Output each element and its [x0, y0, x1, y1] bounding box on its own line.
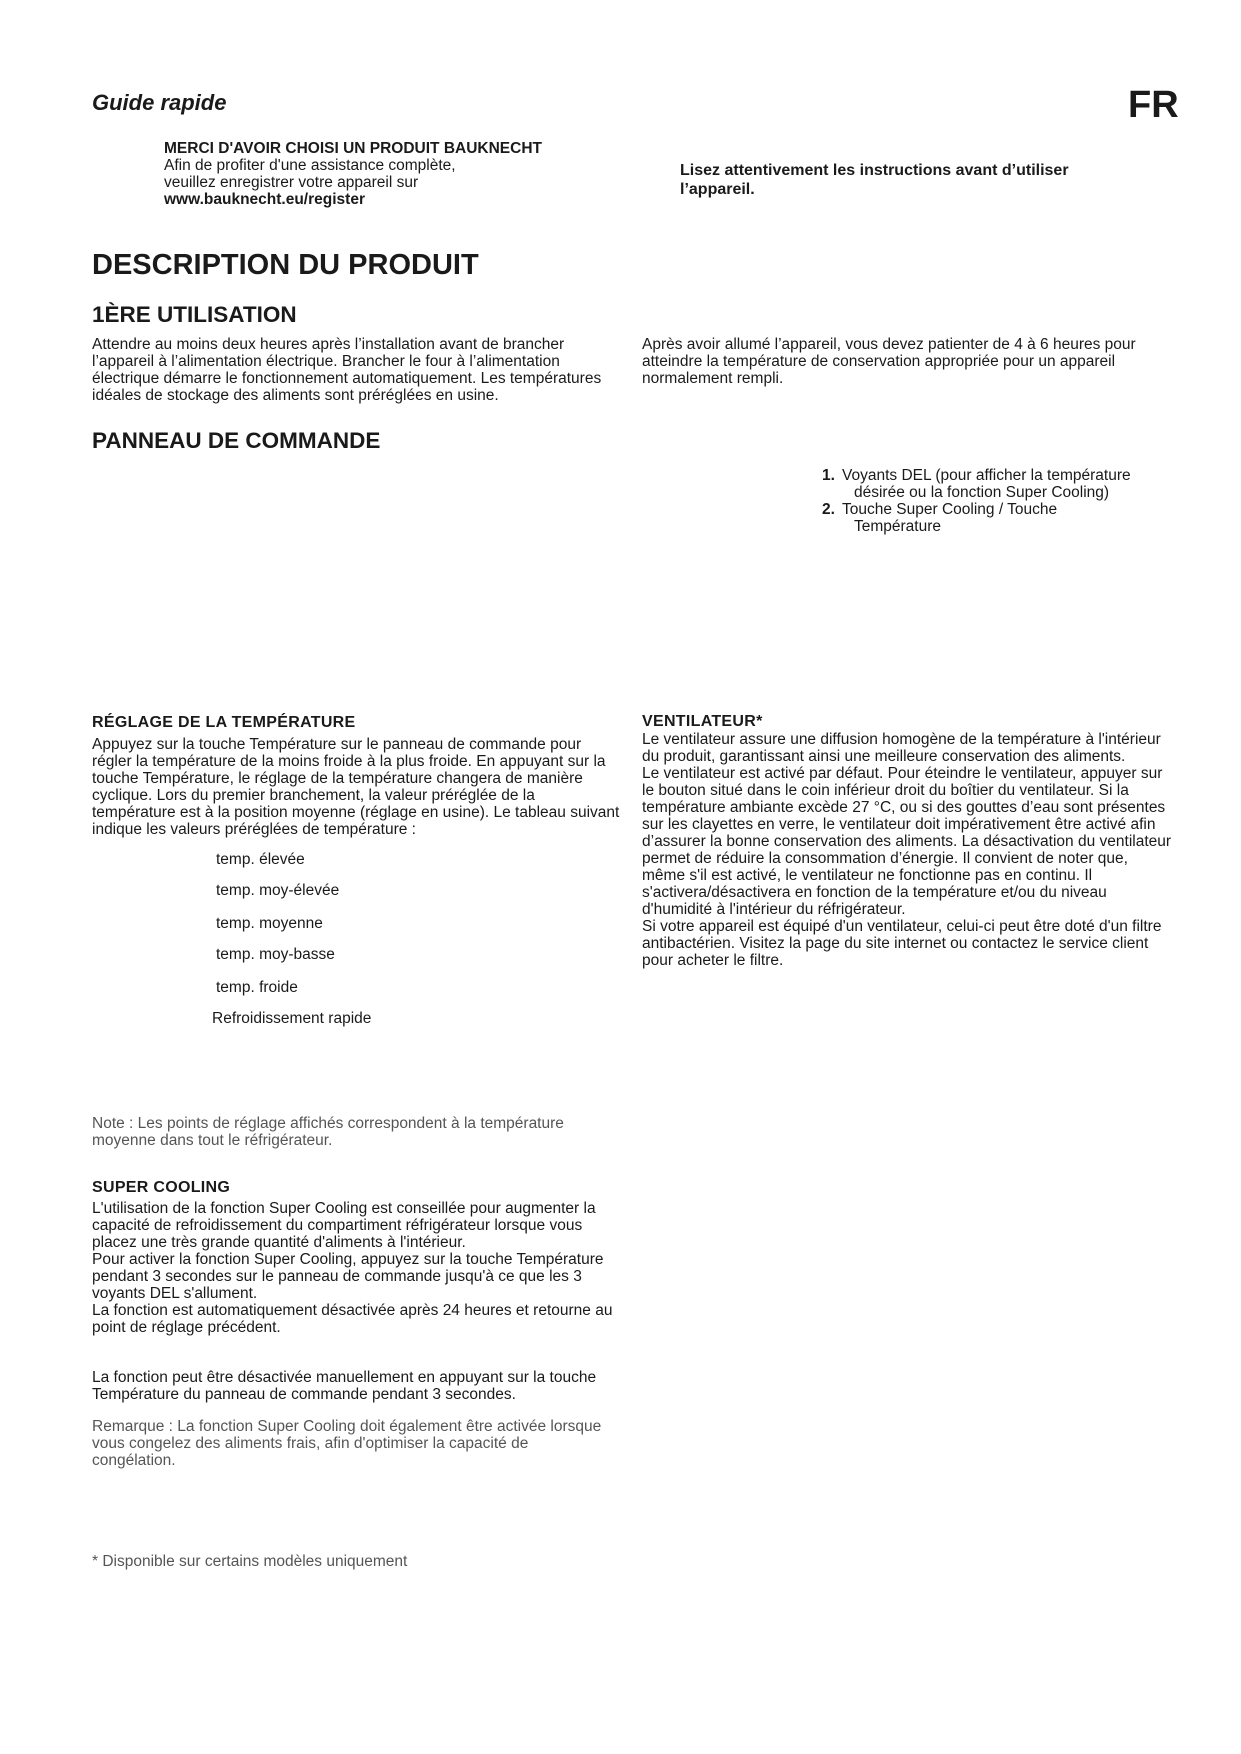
super-cooling-paragraph: L'utilisation de la fonction Super Cooling est conseillée pour augmenter la capacité de refroidissement du compartiment réfrigérateur lorsque vous placez une très grande quantité d'aliments à l'intérieur.	[92, 1200, 596, 1251]
super-cooling-title: SUPER COOLING	[92, 1179, 231, 1196]
fan-text	[642, 731, 1172, 969]
temperature-setting-text: Appuyez sur la touche Température sur le panneau de commande pour régler la température de la moins froide à la plus froide. En appuyant sur la touche Température, le réglage de la température changera de manière cyclique. Lors du premier branchement, la valeur préréglée de la température est à la position moyenne (réglage en usine). Le tableau suivant indique les valeurs préréglées de température :	[92, 736, 620, 838]
first-use-title: 1ÈRE UTILISATION	[92, 302, 297, 327]
legend-item	[822, 501, 1202, 535]
temperature-note: Note : Les points de réglage affichés correspondent à la température moyenne dans tout le réfrigérateur.	[92, 1115, 564, 1149]
control-panel-title: PANNEAU DE COMMANDE	[92, 428, 381, 453]
temp-setting-label: Refroidissement rapide	[212, 1010, 372, 1027]
legend-text-line: désirée ou la fonction Super Cooling)	[854, 484, 1110, 501]
fan-paragraph: Le ventilateur assure une diffusion homogène de la température à l'intérieur du produit, garantissant ainsi une meilleure conservation des aliments.	[642, 731, 1161, 765]
temperature-setting-title: RÉGLAGE DE LA TEMPÉRATURE	[92, 714, 356, 731]
legend-text-line: Voyants DEL (pour afficher la température	[842, 467, 1131, 484]
temp-setting-label: temp. froide	[216, 979, 298, 996]
super-cooling-paragraph: Pour activer la fonction Super Cooling, appuyez sur la touche Température pendant 3 secondes sur le panneau de commande jusqu'à ce que les 3 voyants DEL s'allument.	[92, 1251, 604, 1302]
temp-setting-label: temp. moyenne	[216, 915, 323, 932]
read-instructions-notice: Lisez attentivement les instructions avant d’utiliser l’appareil.	[680, 162, 1069, 198]
first-use-left-text: Attendre au moins deux heures après l’installation avant de brancher l’appareil à l’alimentation électrique. Brancher le four à l’alimentation électrique démarre le fonctionnement automatiquement. Les températures idéales de stockage des aliments sont préréglées en usine.	[92, 336, 602, 404]
register-link[interactable]: www.bauknecht.eu/register	[164, 191, 365, 208]
legend-number: 1.	[822, 467, 835, 484]
language-code: FR	[1128, 84, 1179, 126]
availability-footnote: * Disponible sur certains modèles uniquement	[92, 1553, 408, 1570]
guide-title: Guide rapide	[92, 90, 227, 115]
product-description-title: DESCRIPTION DU PRODUIT	[92, 249, 479, 281]
temp-setting-label: temp. moy-élevée	[216, 882, 340, 899]
fan-title: VENTILATEUR*	[642, 713, 763, 730]
fan-paragraph: Le ventilateur est activé par défaut. Pour éteindre le ventilateur, appuyer sur le bouton situé dans le coin inférieur droit du boîtier du ventilateur. Si la température ambiante excède 27 °C, ou si des gouttes d’eau sont présentes sur les clayettes en verre, le ventilateur doit impérativement être activé afin d’assurer la bonne conservation des aliments. La désactivation du ventilateur permet de réduire la consommation d’énergie. Il convient de noter que, même s'il est activé, le ventilateur ne fonctionne pas en continu. Il s'activera/désactivera en fonction de la température et/ou du niveau d'humidité à l'intérieur du réfrigérateur.	[642, 765, 1172, 918]
thanks-line-1: Afin de profiter d'une assistance complète,	[164, 157, 456, 174]
thanks-block	[164, 140, 584, 208]
first-use-right-text: Après avoir allumé l’appareil, vous devez patienter de 4 à 6 heures pour atteindre la température de conservation appropriée pour un appareil normalement rempli.	[642, 336, 1136, 387]
legend-item	[822, 467, 1202, 501]
fan-paragraph: Si votre appareil est équipé d'un ventilateur, celui-ci peut être doté d'un filtre antibactérien. Visitez la page du site internet ou contactez le service client pour acheter le filtre.	[642, 918, 1162, 969]
temp-setting-label: temp. moy-basse	[216, 946, 335, 963]
control-panel-legend	[822, 467, 1202, 535]
super-cooling-manual-off: La fonction peut être désactivée manuellement en appuyant sur la touche Température du panneau de commande pendant 3 secondes.	[92, 1369, 597, 1403]
thanks-line-2: veuillez enregistrer votre appareil sur	[164, 174, 419, 191]
super-cooling-text	[92, 1200, 622, 1336]
legend-number: 2.	[822, 501, 835, 518]
super-cooling-paragraph: La fonction est automatiquement désactivée après 24 heures et retourne au point de réglage précédent.	[92, 1302, 613, 1336]
legend-text-line: Touche Super Cooling / Touche	[842, 501, 1058, 518]
thanks-title: MERCI D'AVOIR CHOISI UN PRODUIT BAUKNECHT	[164, 140, 542, 157]
legend-text-line: Température	[854, 518, 942, 535]
temp-setting-label: temp. élevée	[216, 851, 305, 868]
super-cooling-remark: Remarque : La fonction Super Cooling doit également être activée lorsque vous congelez des aliments frais, afin d'optimiser la capacité de congélation.	[92, 1418, 602, 1469]
